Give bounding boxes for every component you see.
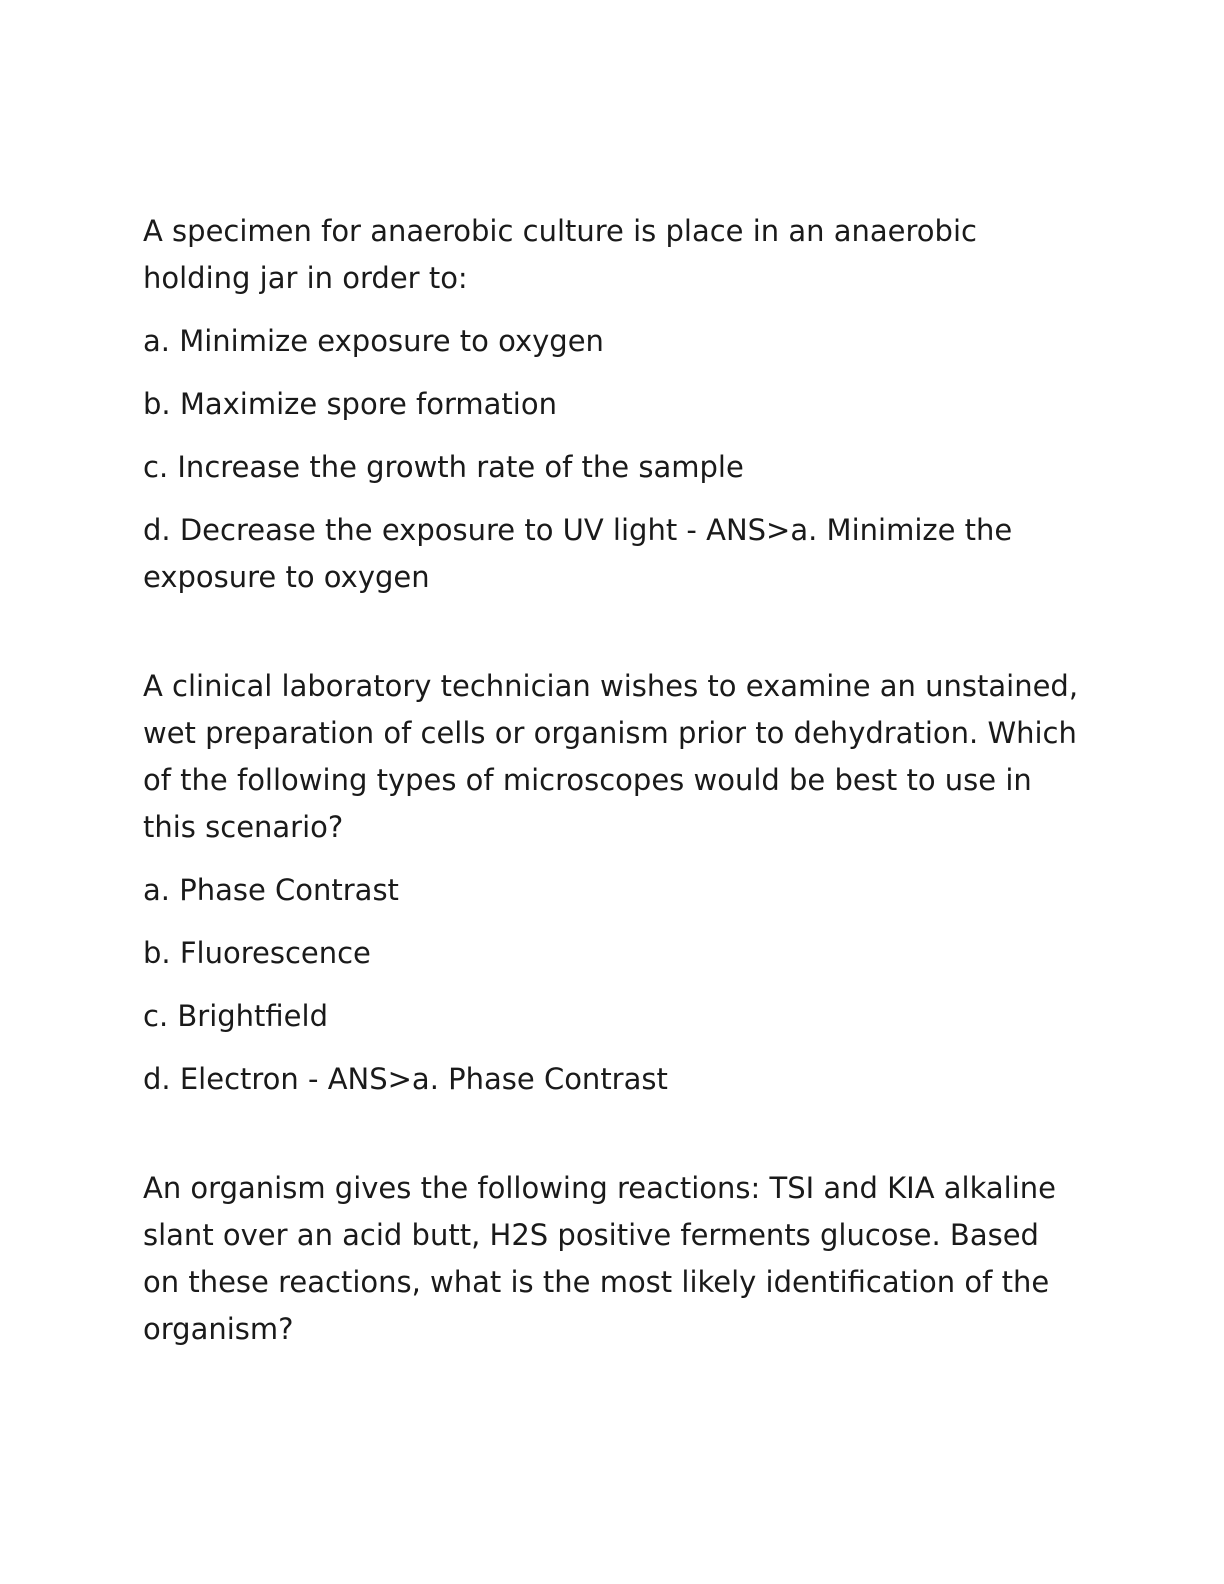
question-block-2	[143, 663, 1083, 1103]
answer-option: b. Maximize spore formation	[143, 387, 557, 421]
answer-option: a. Phase Contrast	[143, 873, 399, 907]
question-stem: A specimen for anaerobic culture is place in an anaerobic holding jar in order to:	[143, 214, 977, 295]
answer-option: c. Brightfield	[143, 999, 328, 1033]
answer-option-with-key: d. Electron - ANS>a. Phase Contrast	[143, 1062, 668, 1096]
answer-option-with-key: d. Decrease the exposure to UV light - ANS>a. Minimize the exposure to oxygen	[143, 513, 1013, 594]
answer-option: a. Minimize exposure to oxygen	[143, 324, 604, 358]
document-content	[143, 208, 1083, 1369]
question-block-3	[143, 1165, 1083, 1353]
question-stem: An organism gives the following reactions: TSI and KIA alkaline slant over an acid butt, H2S positive ferments glucose. Based on these reactions, what is the most likely identification of the organism?	[143, 1171, 1056, 1346]
answer-option: b. Fluorescence	[143, 936, 371, 970]
question-block-1	[143, 208, 1083, 601]
answer-option: c. Increase the growth rate of the sample	[143, 450, 744, 484]
question-stem: A clinical laboratory technician wishes to examine an unstained, wet preparation of cells or organism prior to dehydration. Which of the following types of microscopes would be best to use in this scenario?	[143, 669, 1079, 844]
